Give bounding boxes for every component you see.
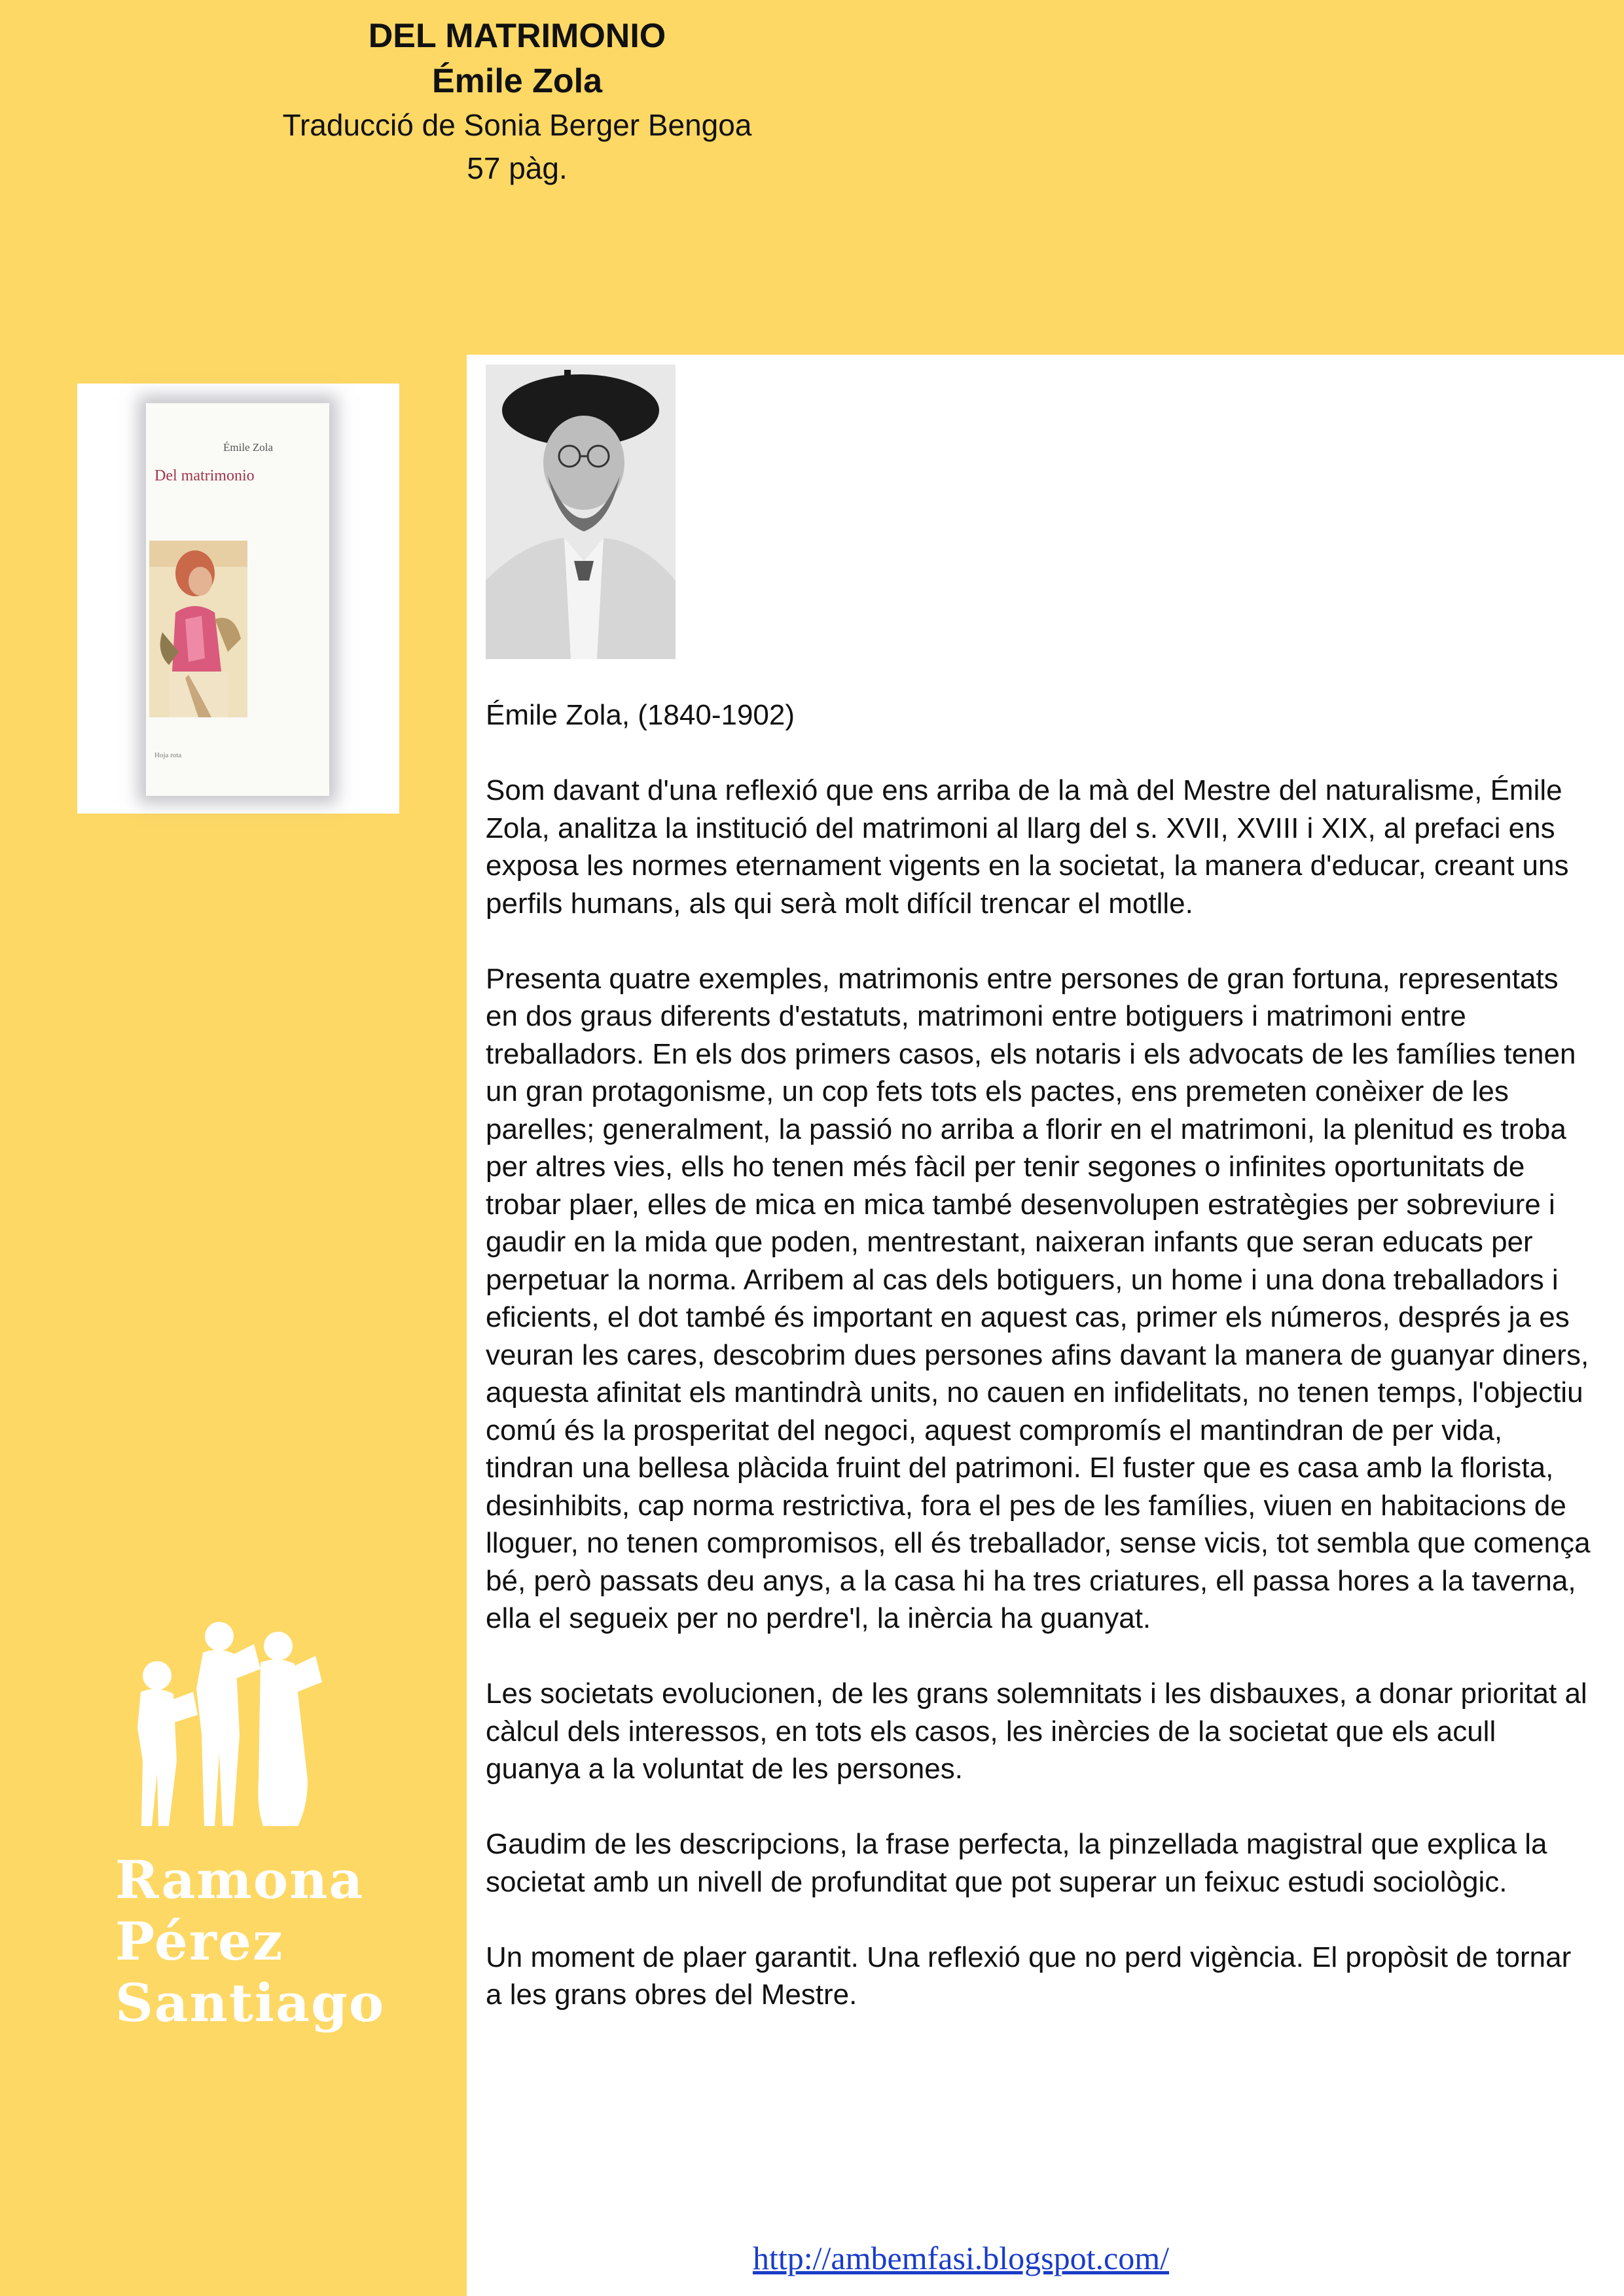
review-paragraph-5: Un moment de plaer garantit. Una reflexió que no perd vigència. El propòsit de tornar a les grans obres del Mestre. [486,1941,1572,2011]
review-paragraph-4: Gaudim de les descripcions, la frase perfecta, la pinzellada magistral que explica la societat amb un nivell de profunditat que pot superar un feixuc estudi sociològic. [486,1828,1547,1898]
logo-line-1: Ramona [115,1849,365,1910]
logo-line-3: Santiago [115,1972,386,2034]
header [157,13,877,190]
portrait-caption: Émile Zola, (1840-1902) [486,699,795,731]
logo-text [115,1849,385,2034]
review-paragraph-3: Les societats evolucionen, de les grans solemnitats i les disbauxes, a donar prioritat al càlcul dels interessos, en tots els casos, les inèrcies de la societat que els acull guanya a la voluntat de les persones. [486,1677,1587,1785]
page-count: 57 pàg. [467,151,568,185]
cover-illustration [149,541,247,717]
blog-link[interactable]: http://ambemfasi.blogspot.com/ [752,2240,1170,2276]
cover-author: Émile Zola [223,441,274,454]
translator-credit: Traducció de Sonia Berger Bengoa [282,108,752,142]
review-paragraph-2: Presenta quatre exemples, matrimonis entre persones de gran fortuna, representats en dos graus diferents d'estatuts, matrimoni entre botiguers i matrimoni entre treballadors. En els dos primers casos, els notaris i els advocats de les famílies tenen un gran protagonisme, un cop fets tots els pactes, ens premeten conèixer de les parelles; generalment, la passió no arriba a florir en el matrimoni, la plenitud es troba per altres vies, ells ho tenen més fàcil per tenir segones o infinites oportunitats de trobar plaer, elles de mica en mica també desenvolupen estratègies per sobreviure i gaudir en la mida que poden, mentrestant, naixeran infants que seran educats per perpetuar la norma. Arribem al cas dels botiguers, un home i una dona treballadors i eficients, el dot també és important en aquest cas, primer els números, després ja es veuran les cares, descobrim dues persones afins davant la manera de guanyar diners, aquesta afinitat els mantindrà units, no cauen en infidelitats, no tenen temps, l'objectiu comú és la prosperitat del negoci, aquest compromís el mantindran de per vida, tindran una bellesa plàcida fruint del patrimoni. El fuster que es casa amb la florista, desinhibits, cap norma restrictiva, fora el pes de les famílies, viuen en habitacions de lloguer, no tenen compromisos, ell és treballador, sense vicis, tot sembla que comença bé, però passats deu anys, a la casa hi ha tres criatures, ell passa hores a la taverna, ella el segueix per no perdre'l, la inèrcia ha guanyat. [486,962,1591,1634]
book-author: Émile Zola [431,62,603,100]
review-text [486,696,1592,2051]
book-title: DEL MATRIMONIO [368,17,666,55]
review-paragraph-1: Som davant d'una reflexió que ens arriba de la mà del Mestre del naturalisme, Émile Zola, analitza la institució del matrimoni al llarg del s. XVII, XVIII i XIX, al prefaci ens exposa les normes eternament vigents en la societat, la manera d'educar, creant uns perfils humans, als qui serà molt difícil trencar el motlle. [486,774,1569,920]
cover-publisher: Hoja rota [154,751,182,759]
author-portrait [486,365,676,659]
logo-line-2: Pérez [115,1910,284,1972]
cover-title: Del matrimonio [154,467,255,484]
book-cover-image [77,384,399,814]
